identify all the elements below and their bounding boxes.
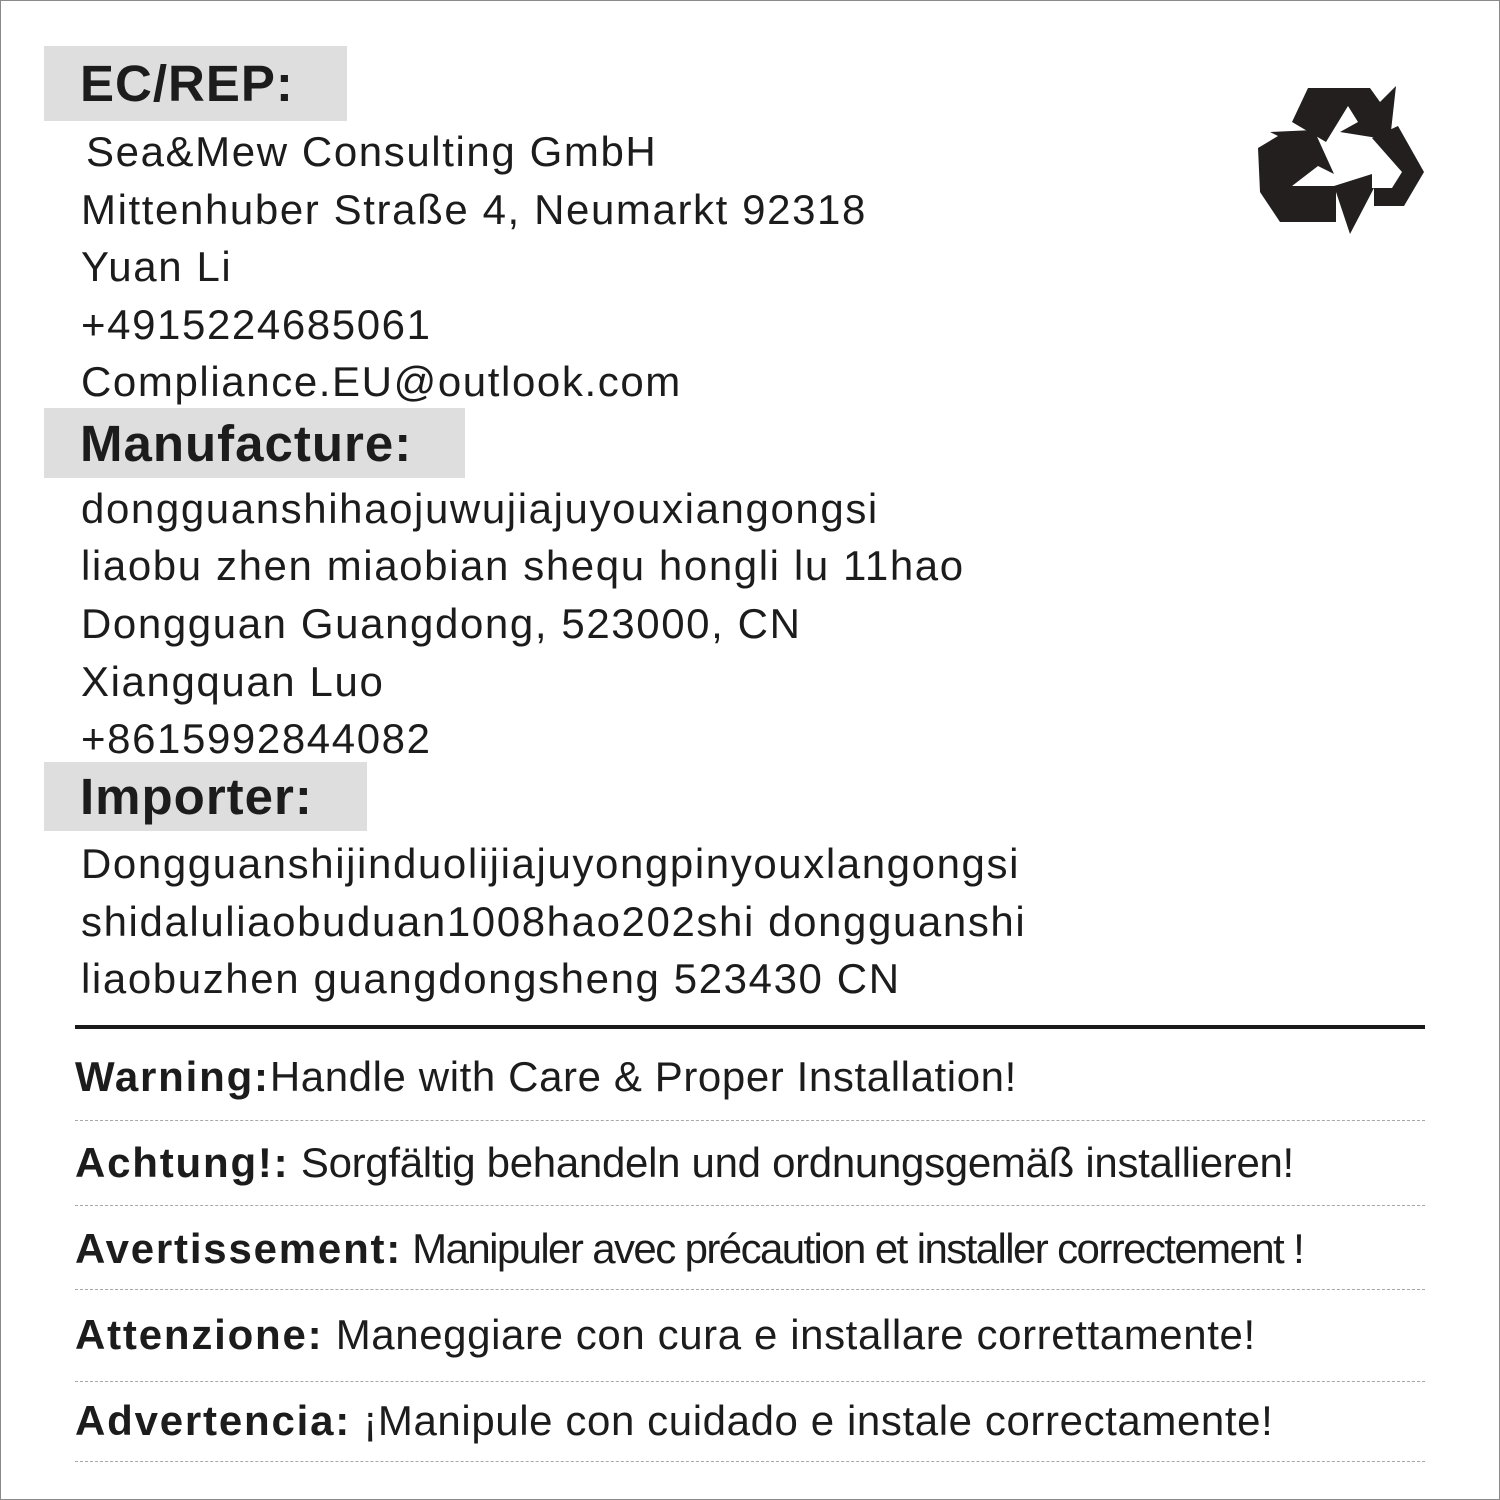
warning-label: Advertencia:: [75, 1397, 352, 1444]
warning-label: Warning:: [75, 1053, 270, 1100]
importer-company: Dongguanshijinduolijiajuyongpinyouxlangongsi: [81, 840, 1021, 887]
warning-de: [75, 1139, 1294, 1186]
ec-rep-email: Compliance.EU@outlook.com: [81, 358, 682, 405]
importer-header: Importer:: [44, 762, 367, 831]
warning-label: Attenzione:: [75, 1311, 324, 1358]
divider-dashed: [75, 1289, 1425, 1290]
warning-text: Manipuler avec précaution et installer correctement !: [402, 1225, 1304, 1272]
divider-dashed: [75, 1120, 1425, 1121]
divider-dashed: [75, 1461, 1425, 1462]
warning-label: Achtung!:: [75, 1139, 290, 1186]
ec-rep-header: EC/REP:: [44, 46, 347, 121]
importer-street: shidaluliaobuduan1008hao202shi dongguanshi: [81, 898, 1027, 945]
warning-fr: [75, 1225, 1304, 1272]
manufacture-company: dongguanshihaojuwujiajuyouxiangongsi: [81, 485, 879, 532]
ec-rep-contact-name: Yuan Li: [81, 243, 233, 290]
warning-it: [75, 1311, 1256, 1358]
warning-text: ¡Manipule con cuidado e instale correctamente!: [351, 1397, 1274, 1444]
divider-dashed: [75, 1381, 1425, 1382]
divider-dashed: [75, 1205, 1425, 1206]
ec-rep-company: Sea&Mew Consulting GmbH: [86, 128, 658, 175]
manufacture-contact-name: Xiangquan Luo: [81, 658, 385, 705]
importer-city: liaobuzhen guangdongsheng 523430 CN: [81, 955, 901, 1002]
warning-label: Avertissement:: [75, 1225, 403, 1272]
warning-es: [75, 1397, 1274, 1444]
section-divider: [75, 1025, 1425, 1029]
recycle-icon: [1252, 82, 1428, 238]
warning-text: Sorgfältig behandeln und ordnungsgemäß installieren!: [289, 1139, 1294, 1186]
manufacture-city: Dongguan Guangdong, 523000, CN: [81, 600, 802, 647]
manufacture-header: Manufacture:: [44, 408, 465, 478]
ec-rep-phone: +4915224685061: [81, 301, 432, 348]
warning-text: Maneggiare con cura e installare correttamente!: [323, 1311, 1256, 1358]
manufacture-phone: +8615992844082: [81, 715, 432, 762]
warning-en: [75, 1053, 1017, 1100]
manufacture-street: liaobu zhen miaobian shequ hongli lu 11hao: [81, 542, 965, 589]
ec-rep-address: Mittenhuber Straße 4, Neumarkt 92318: [81, 186, 867, 233]
warning-text: Handle with Care & Proper Installation!: [269, 1053, 1017, 1100]
